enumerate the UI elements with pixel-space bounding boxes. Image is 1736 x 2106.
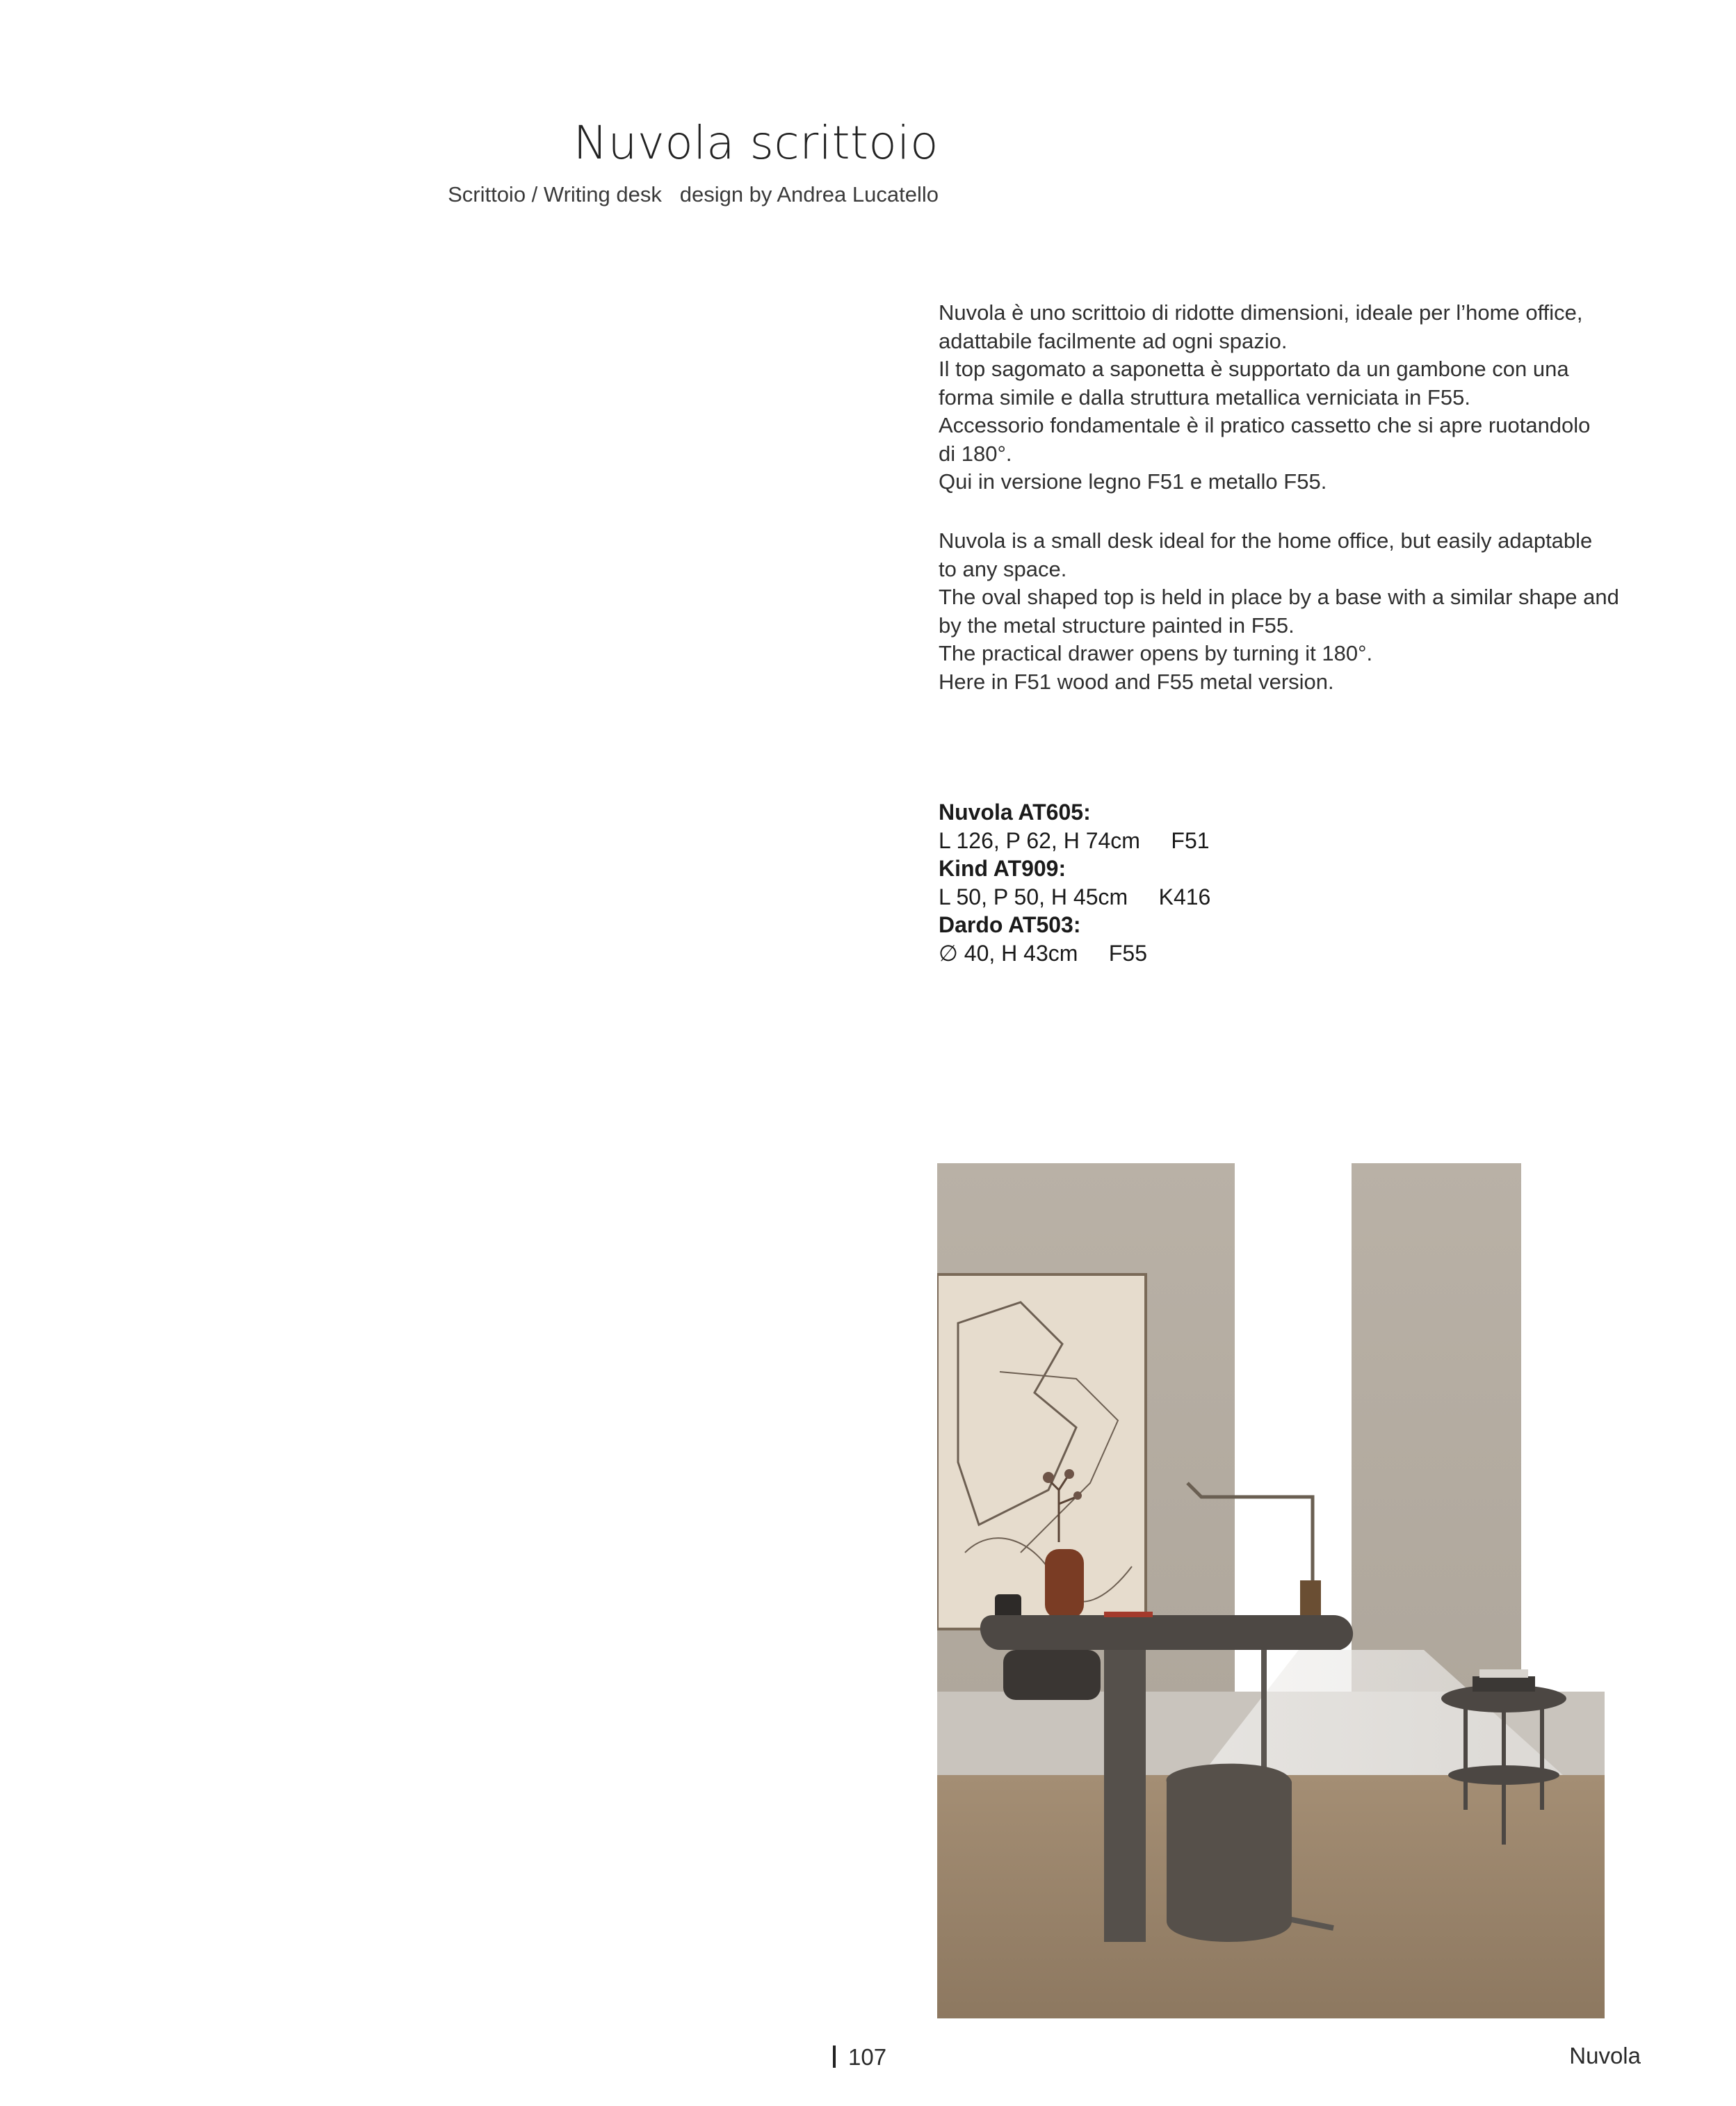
page-title: Nuvola scrittoio: [573, 116, 939, 170]
description-line: di 180°.: [939, 441, 1012, 466]
product-specs: [939, 798, 1210, 967]
page-number-bar: [833, 2046, 836, 2068]
description-line: Here in F51 wood and F55 metal version.: [939, 669, 1334, 694]
description-line: adattabile facilmente ad ogni spazio.: [939, 328, 1288, 353]
description-line: Accessorio fondamentale è il pratico cassetto che si apre ruotandolo: [939, 413, 1591, 437]
spec-finish: F51: [1171, 827, 1210, 853]
spec-product-name: Dardo AT503:: [939, 912, 1081, 937]
page-number-text: 107: [848, 2044, 887, 2070]
spec-dimensions: [939, 883, 1210, 912]
spec-dims: L 126, P 62, H 74cm: [939, 827, 1140, 853]
page-number: [833, 2044, 886, 2071]
spec-product-name: Nuvola AT605:: [939, 800, 1091, 825]
description-line: to any space.: [939, 556, 1067, 581]
spec-finish: F55: [1108, 940, 1147, 966]
spec-finish: K416: [1158, 884, 1211, 909]
description-english: [939, 527, 1676, 696]
section-label: Nuvola: [1569, 2043, 1641, 2068]
description-line: The practical drawer opens by turning it 180°.: [939, 641, 1373, 665]
product-photo: [937, 1163, 1605, 2018]
spec-dimensions: [939, 827, 1210, 855]
spec-dimensions: [939, 939, 1210, 968]
description-line: by the metal structure painted in F55.: [939, 613, 1295, 638]
spec-product-name: Kind AT909:: [939, 856, 1066, 881]
description-italian: [939, 299, 1676, 496]
description-line: forma simile e dalla struttura metallica verniciata in F55.: [939, 384, 1470, 410]
description-line: Qui in versione legno F51 e metallo F55.: [939, 469, 1327, 494]
description-line: Nuvola è uno scrittoio di ridotte dimensioni, ideale per l’home office,: [939, 300, 1583, 325]
description-line: Il top sagomato a saponetta è supportato da un gambone con una: [939, 357, 1569, 381]
description-line: Nuvola is a small desk ideal for the home office, but easily adaptable: [939, 528, 1593, 553]
spec-dims: L 50, P 50, H 45cm: [939, 884, 1128, 909]
description-line: The oval shaped top is held in place by a base with a similar shape and: [939, 585, 1619, 609]
page-subtitle: Scrittoio / Writing desk design by Andrea Lucatello: [448, 182, 939, 206]
spec-dims: ∅ 40, H 43cm: [939, 940, 1078, 966]
